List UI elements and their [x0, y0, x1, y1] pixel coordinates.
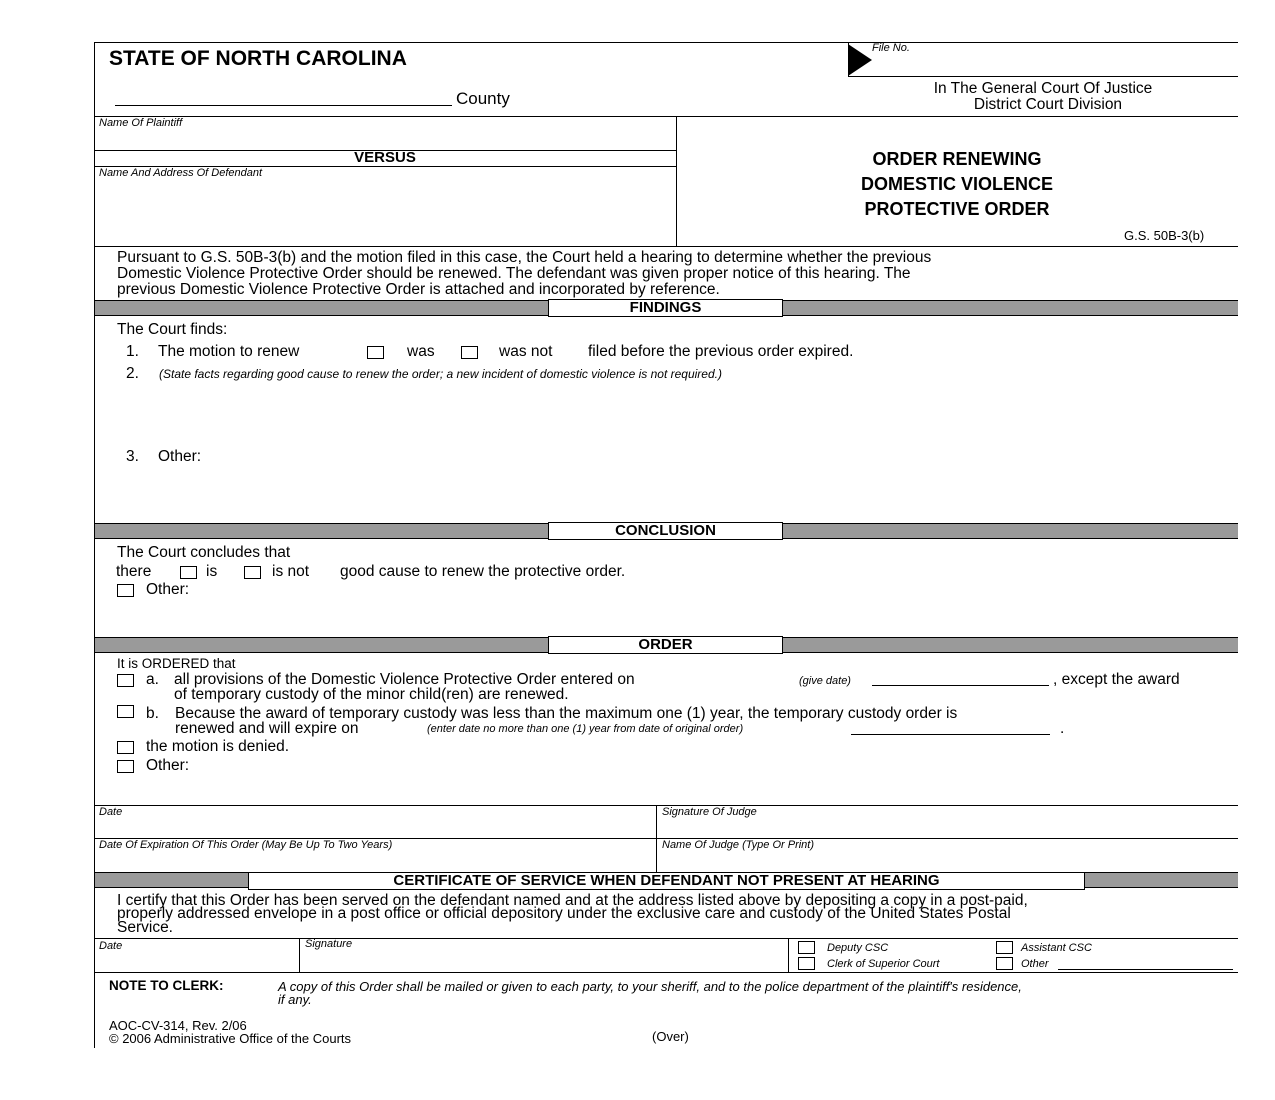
- order-a-text: all provisions of the Domestic Violence Protective Order entered on: [174, 671, 635, 688]
- note-label: NOTE TO CLERK:: [109, 978, 224, 993]
- order-a-line2: of temporary custody of the minor child(ren) are renewed.: [174, 686, 569, 703]
- assistant-csc-label: Assistant CSC: [1021, 942, 1092, 954]
- order-b-line2: renewed and will expire on: [175, 720, 359, 737]
- statute-ref: G.S. 50B-3(b): [1124, 228, 1205, 243]
- intro-line3: previous Domestic Violence Protective Order is attached and incorporated by reference.: [117, 281, 720, 298]
- certificate-heading: CERTIFICATE OF SERVICE WHEN DEFENDANT NOT PRESENT AT HEARING: [248, 872, 1085, 890]
- order-intro: It is ORDERED that: [117, 656, 236, 671]
- order-denied-checkbox[interactable]: [117, 741, 134, 754]
- clerk-superior-label: Clerk of Superior Court: [827, 958, 940, 970]
- deputy-csc-checkbox[interactable]: [798, 941, 815, 954]
- state-heading: STATE OF NORTH CAROLINA: [109, 47, 407, 70]
- order-other-checkbox[interactable]: [117, 760, 134, 773]
- court-line1: In The General Court Of Justice: [933, 80, 1153, 97]
- intro-line2: Domestic Violence Protective Order should be renewed. The defendant was given proper notice of this hearing. The: [117, 265, 911, 282]
- order-a-date-blank[interactable]: [872, 685, 1049, 686]
- order-b-date-blank[interactable]: [851, 734, 1050, 735]
- top-border: [94, 42, 1238, 43]
- cert-sig-divider: [788, 938, 789, 972]
- conclusion-isnot-checkbox[interactable]: [244, 566, 261, 579]
- versus-label: VERSUS: [354, 149, 416, 166]
- order-b-end: .: [1060, 720, 1065, 737]
- court-line2: District Court Division: [973, 96, 1123, 113]
- finding2-text: (State facts regarding good cause to renew the order; a new incident of domestic violence is not required.): [159, 367, 722, 381]
- finding1-num: 1.: [126, 343, 139, 360]
- cert-bottom-line: [94, 972, 1238, 973]
- conclusion-there: there: [116, 563, 152, 580]
- order-a-checkbox[interactable]: [117, 674, 134, 687]
- order-b-line1: Because the award of temporary custody was less than the maximum one (1) year, the temporary custody order is: [175, 705, 958, 722]
- conclusion-other-label: Other:: [146, 581, 190, 598]
- cert-other-blank[interactable]: [1058, 969, 1233, 970]
- file-no-arrow-icon: [846, 42, 874, 78]
- signature-date-label: Date: [99, 806, 123, 818]
- header-bottom-line: [94, 116, 1238, 117]
- cert-other-checkbox[interactable]: [996, 957, 1013, 970]
- parties-bottom-line: [94, 246, 1238, 247]
- finding1-text: The motion to renew: [158, 343, 300, 360]
- cert-date-divider: [299, 938, 300, 972]
- order-b-label: b.: [146, 705, 159, 722]
- finding3-num: 3.: [126, 448, 139, 465]
- file-no-label: File No.: [872, 42, 910, 54]
- conclusion-heading: CONCLUSION: [548, 522, 783, 540]
- intro-line1: Pursuant to G.S. 50B-3(b) and the motion filed in this case, the Court held a hearing to determine whether the previous: [117, 249, 932, 266]
- copyright: © 2006 Administrative Office of the Courts: [109, 1031, 352, 1046]
- file-no-divider: [848, 42, 849, 76]
- finding1-wasnot-checkbox[interactable]: [461, 346, 478, 359]
- certificate-line2: properly addressed envelope in a post office or official depository under the exclusive care and custody of the United States Postal: [117, 905, 1011, 922]
- cert-date-label: Date: [99, 940, 123, 952]
- finding1-wasnot-label: was not: [499, 343, 553, 360]
- conclusion-is-label: is: [206, 563, 218, 580]
- finding1-was-checkbox[interactable]: [367, 346, 384, 359]
- judge-name-label: Name Of Judge (Type Or Print): [662, 839, 815, 851]
- left-border: [94, 42, 95, 1048]
- cert-signature-label: Signature: [305, 938, 353, 950]
- assistant-csc-checkbox[interactable]: [996, 941, 1013, 954]
- order-denied-label: the motion is denied.: [146, 738, 290, 755]
- clerk-superior-checkbox[interactable]: [798, 957, 815, 970]
- conclusion-is-checkbox[interactable]: [180, 566, 197, 579]
- title-line1: ORDER RENEWING: [872, 149, 1042, 169]
- finding1-was-label: was: [407, 343, 435, 360]
- order-b-checkbox[interactable]: [117, 705, 134, 718]
- conclusion-isnot-label: is not: [272, 563, 310, 580]
- cert-other-label: Other: [1021, 958, 1049, 970]
- file-no-line[interactable]: [848, 76, 1238, 77]
- form-id: AOC-CV-314, Rev. 2/06: [109, 1018, 247, 1033]
- title-line3: PROTECTIVE ORDER: [864, 199, 1050, 219]
- finding2-num: 2.: [126, 365, 139, 382]
- over-label: (Over): [652, 1029, 689, 1044]
- conclusion-end: good cause to renew the protective order.: [340, 563, 626, 580]
- certificate-line1: I certify that this Order has been served on the defendant named and at the address listed above by depositing a copy in a post-paid,: [117, 892, 1028, 909]
- order-a-label: a.: [146, 671, 159, 688]
- county-label: County: [456, 89, 510, 108]
- order-b-hint: (enter date no more than one (1) year from date of original order): [427, 723, 744, 735]
- note-line2: if any.: [278, 992, 312, 1007]
- findings-intro: The Court finds:: [117, 321, 228, 338]
- plaintiff-label: Name Of Plaintiff: [99, 117, 183, 129]
- deputy-csc-label: Deputy CSC: [827, 942, 889, 954]
- order-a-hint: (give date): [799, 675, 851, 687]
- order-heading: ORDER: [548, 636, 783, 654]
- findings-heading: FINDINGS: [548, 299, 783, 317]
- finding1-end: filed before the previous order expired.: [588, 343, 854, 360]
- expiration-label: Date Of Expiration Of This Order (May Be Up To Two Years): [99, 839, 393, 851]
- defendant-label: Name And Address Of Defendant: [99, 167, 263, 179]
- certificate-line3: Service.: [117, 919, 173, 936]
- judge-signature-label: Signature Of Judge: [662, 806, 757, 818]
- order-other-label: Other:: [146, 757, 190, 774]
- note-line1: A copy of this Order shall be mailed or given to each party, to your sheriff, and to the police department of the plaintiff's residence,: [278, 979, 1022, 994]
- order-a-end: , except the award: [1053, 671, 1180, 688]
- conclusion-intro: The Court concludes that: [117, 544, 291, 561]
- cert-sign-top-line: [94, 938, 1238, 939]
- county-blank[interactable]: [115, 105, 452, 106]
- conclusion-other-checkbox[interactable]: [117, 584, 134, 597]
- title-line2: DOMESTIC VIOLENCE: [860, 174, 1053, 194]
- finding3-text: Other:: [158, 448, 202, 465]
